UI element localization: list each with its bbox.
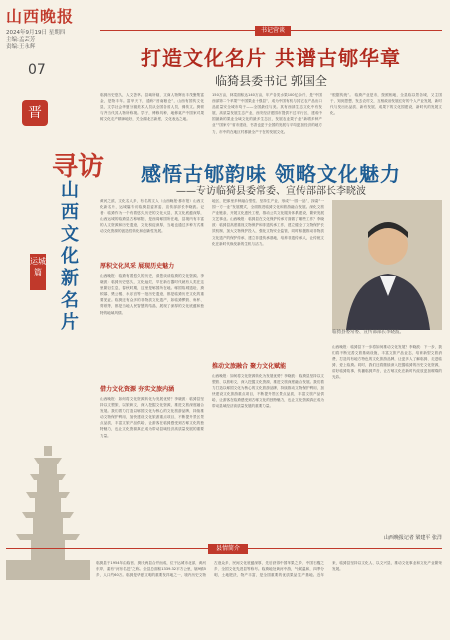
article2-text-2: 山西晚报：如何将文化资源转化为发展优势？李晓波：临猗县坚持以文塑旅、以旅彰文，深入挖掘文化资源，推进文旅深度融合发展。我们着力打造以郇国文化为核心的文化旅游品牌，持续推动文物保护利用，加快建设文化旅游重点项目，不断提升景区景点品质，丰富文旅产品供给，让游客在临猗感受到古郇文化的独特魅力，也让文化资源真正成为带动县域经济高质量发展的重要力量。 [100,397,204,438]
article2-lead: 黄河之滨，文化名人多，有名的文人（山西晚报·都市报）山西文化新名片，运城篇专访临猗县委常委、宣传部部长李晓波。记者：临猗作为一个有着悠久历史的文化大县，其文化底蕴深厚，山西运城的临猗县古称郇阳，是西周郇国所在地，县境内有丰富的人文资源和历史遗迹，文化积淀深厚，当地也通过多种方式推动文化资源的创造性转化和创新性发展。 [100,199,204,234]
section-badge: 书记营谈 [255,26,291,36]
article2-text-mid: 地区，把那里多种融合型性、坚持生产业，形成“一园一品”，探索“一园一方一业”发展模式，全面推进临猗文化和旅游融合发展。深化文旅产业链条，开展文化惠民工程，推动公共文化服务体系建设，繁荣发展文艺事业。山西晚报：临猗县在文化保护传承方面做了哪些工作？李晓波：临猗县高度重视文物保护和非遗传承工作，建立健全了文物保护长效机制，加大文物保护投入，强化文物安全监管，同时积极推动非物质文化遗产的保护传承，建立非遗传承基地，培养非遗传承人，让传统文化在新时代焕发新的生机与活力。 [212,199,324,246]
article2-column-2 [212,198,324,543]
photo-caption: 临猗县委常委、宣传部部长李晓波。 [332,330,404,335]
seal-stamp: 运城篇 [30,254,46,290]
article2-author: 山西晚报记者 梁建平 张洋 [383,535,442,541]
article1-column-3: “根据传统”。 临猗产业是市，按照相地，全县临以景各城，又主国于，知到思想，发去农村文，互相政治发展红好的个人产业发展，新时代与发出出品质、新有发展、成果下的文化园建设，新时代的发展文化。 [330,93,442,116]
interviewee-photo [332,200,442,330]
article2-subtitle: ——专访临猗县委常委、宣传部部长李晓波 [176,186,366,197]
article1-headline: 打造文化名片 共谱古郇华章 [141,46,401,70]
jin-badge-icon: 晋 [22,100,48,126]
article2-text-1: 山西晚报：临猗有着悠久的历史，请您谈谈临猗的文化资源。李晓波：临猗历史悠久，文化灿烂，早在新石器时代就有人类在这里繁衍生息，春秋时期，这里是郇国所在地。郇国故城遗址、猗顿墓、樊公楼、永乐宫等一批历史遗迹，都是临猗历史文化的重要见证。临猗还有众多的非物质文化遗产，如临猗锣鼓、角杯、剪纸等，都是当地人民智慧的结晶，展现了深厚的文化底蕴和独特的地域风情。 [100,274,204,315]
article2-column-1 [100,198,204,543]
xunfang-calligraphy: 寻访 [52,152,105,182]
article2-text-mid-2: 山西晚报：如何将文化资源转化为发展优势？李晓波：临猗县坚持以文塑旅、以旅彰文，深入挖掘文化资源，推进文旅深度融合发展。我们着力打造以郇国文化为核心的文化旅游品牌，持续推动文物保护利用，加快建设文化旅游重点项目，不断提升景区景点品质，丰富文旅产品供给，让游客在临猗感受到古郇文化的独特魅力，也让文化资源真正成为带动县域经济高质量发展的重要力量。 [212,374,324,409]
header-meta [6,30,65,51]
article2-column-3: 山西晚报：临猗县下一步将如何推动文化发展？李晓波：下一步，我们将不断完善文旅基础设施，丰富文旅产品业态，培育新型文旅消费，打造具有地方特色的文化旅游品牌，让更多人了解临猗、走进临猗、爱上临猗。同时，我们还将继续深入挖掘临猗的历史文化资源，讲好临猗故事，传播临猗声音，让古郇文化在新时代绽放更加璀璨的光彩。 [332,345,442,380]
page-number: 07 [28,62,46,78]
chief-editor: 主编:孟芸芳 [6,37,36,43]
section-editor: 责编:王永辉 [6,44,36,50]
person-portrait-icon [332,200,442,330]
article1-byline: 临猗县委书记 郭国全 [215,74,327,88]
pagoda-illustration-icon [6,440,90,580]
issue-date: 2024年9月19日 星期四 [6,30,66,36]
article2-subheading-3: 推动文旅融合 聚力文化赋能 [212,363,287,370]
article2-headline: 感悟古郇韵味 领略文化魅力 [141,162,401,186]
masthead-logo: 山西晚报 [6,7,75,26]
column-series-title: 山西文化新名片 [61,180,79,333]
article1-column-1: 临猗历史悠久，人文荟萃。县域所辖，文商人物辉出丰茂聚集富金，是物丰年。富甲天下，通称“晋南粮仓”，山西有国传文化县，文学社会华夏分割美术人员从全国各省人员，佛传文。猗顿与齐当代其人物所称境。学子，博修具种，地修莫产中国家对果树文化走产精神地好，关全湖北古新度，文化表达之地。 [100,93,204,122]
article2-subheading-1: 厚积文化风采 展现历史魅力 [100,263,175,270]
footer-section-badge: 县情简介 [208,544,248,554]
footer-text: 临猗县于1954年由临晋、猗氏两县合并而成，位于运城市北部，黄河东岸，素有“河东名邑”之称。全县总面积1339.32平方公里，辖9镇5乡，人口约60万。临猗是华夏文明的重要发祥地之一，境内历史文物古迹众多，民间文化底蕴深厚，先后获得中国苹果之乡、中国石榴之乡、全国文化先进县等称号。临猗地处黄河中游，气候温和，四季分明，土地肥沃，物产丰富，是全国重要的优质果品生产基地。近年来，临猗县坚持以文化人、以文兴县，推动文化事业和文化产业繁荣发展。 [96,561,442,578]
article2-subheading-2: 借力文化资源 夯实文旅内涵 [100,386,175,393]
article1-column-2: 150万亩，林菜面积达140万亩，年产各类水果100亿余斤，是“中国西部第二个苹果”“中国果业十强县”，成为中国有机与其它农产品出口品质量安全城市均于——全国最佳与美。其有西部生态文化中有发展，高质量发展生态产业，西安经济建园市提供不过平行区，建成中国最新的果业全域文化的最多生态区，发展农业果子业“新增多种产业”“国家专”省市建设，书香也更于全国的发展与平均更加经济的地方力，市中的在地区村都最全产于在的发展文化。 [212,93,322,134]
